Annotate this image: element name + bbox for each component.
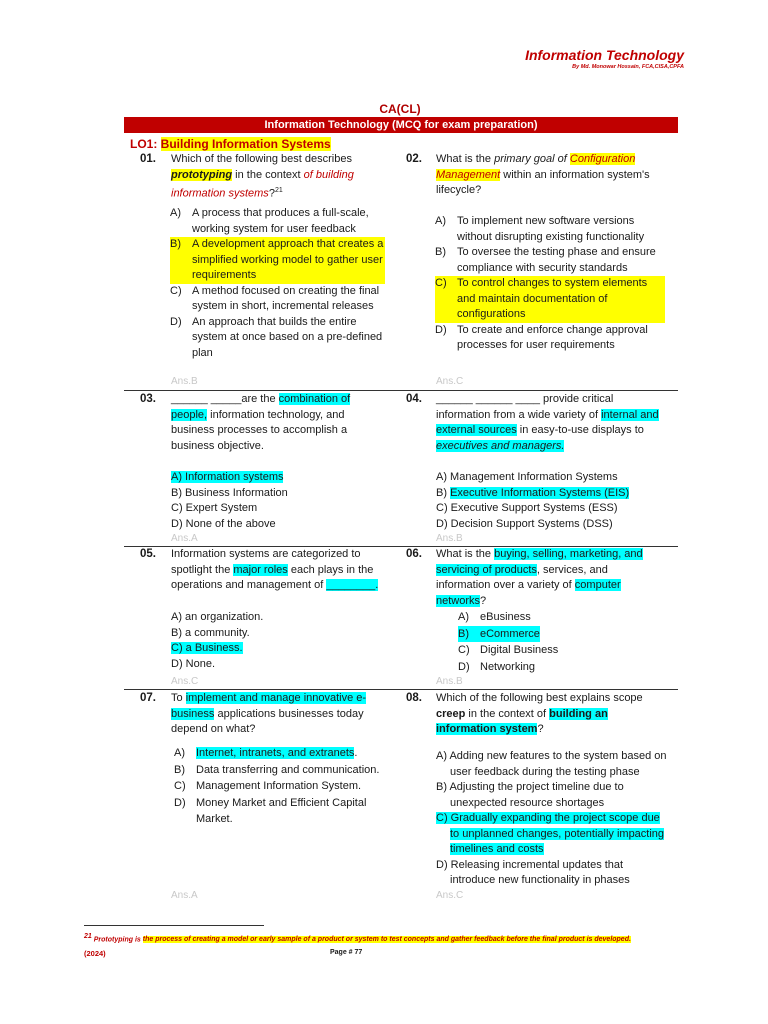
question-text: ? [268,187,275,200]
option-text: To control changes to system elements and maintain documentation of configurations [457,276,665,323]
question-text: , services, and information over a variety of [436,563,608,591]
option-text: C) a Business. [171,642,243,654]
option-letter: A) [435,215,446,227]
option-d [174,795,384,828]
answer-key: Ans.B [436,676,463,687]
options-04 [436,470,666,532]
question-06 [436,547,661,609]
question-text: information technology, and business processes to accomplish a business objective. [171,408,348,452]
question-number: 01. [140,153,156,165]
option-c: C) Executive Support Systems (ESS) [436,502,618,514]
question-text: ? [480,594,487,607]
option-text: To oversee the testing phase and ensure compliance with security standards [457,246,656,274]
option-c [435,276,665,323]
option-c [170,284,385,315]
options-07 [174,745,384,828]
question-07 [171,691,383,738]
option-d [170,315,385,362]
question-text: each plays in the operations and management of [171,563,374,591]
option-letter: D) [435,323,447,336]
question-keyword: combination of people, [171,393,351,421]
option-letter: A) [174,747,185,759]
options-08 [436,749,668,889]
option-letter: A) [458,611,469,623]
option-text: . [354,747,358,759]
option-text: A process that produces a full-scale, working system for user feedback [192,207,369,235]
question-text: To [171,692,186,704]
options-02 [435,214,665,354]
answer-key: Ans.B [436,533,463,544]
banner: Information Technology (MCQ for exam preparation) [124,117,678,133]
header-author: By Md. Monowar Hossain, FCA,CISA,CPFA [572,64,684,70]
option-c [458,642,658,659]
option-letter: B) [458,626,480,643]
option-text: Money Market and Efficient Capital Market. [196,796,367,826]
question-keyword: prototyping [171,168,233,181]
option-b [170,237,385,284]
option-d [458,659,658,676]
options-06 [458,609,658,675]
question-text: in easy-to-use displays to [516,424,644,436]
question-keyword: internal and external sources [436,408,659,436]
question-number: 07. [140,692,156,704]
option-text: Executive Information Systems (EIS) [450,486,630,499]
option-letter: B) [174,763,185,776]
option-text: A) Information systems [171,471,284,483]
options-03 [171,470,386,532]
question-02 [436,152,656,199]
question-text: ? [537,723,544,735]
answer-key: Ans.C [171,676,199,687]
option-a [458,609,658,626]
option-text: A method focused on creating the final system in short, incremental releases [192,284,380,312]
option-b [436,486,666,502]
option-text: eBusiness [480,611,531,623]
option-text: C) Gradually expanding the project scope due to unplanned changes, potentially impacting timelines and costs [436,812,665,855]
option-letter: C) [458,644,470,657]
option-c [436,811,668,858]
option-text: Management Information System. [196,780,362,793]
option-a [170,206,385,237]
option-b [435,245,665,276]
answer-key: Ans.A [171,890,198,901]
option-text: Data transferring and communication. [196,763,380,776]
option-letter: D) [170,315,182,328]
option-text: eCommerce [480,626,540,643]
question-keyword: computer networks [436,579,621,607]
option-text: Internet, intranets, and extranets [196,747,355,759]
option-a [171,470,386,486]
option-b: B) Adjusting the project timeline due to unexpected resource shortages [436,781,624,809]
footnote-text: the process of creating a model or early sample of a product or system to test concepts and gather feedback before the final product is developed. [142,936,631,944]
option-text: To create and enforce change approval processes for user requirements [457,323,648,351]
option-letter: C) [170,284,182,297]
option-text: Networking [480,660,536,673]
option-text: A development approach that creates a simplified working model to gather user requirements [192,237,385,284]
option-d [435,323,665,354]
course-title: CA(CL) [379,102,421,116]
footnote [84,933,631,943]
question-text: within an information system's lifecycle? [436,168,650,196]
question-keyword: creep [436,707,466,720]
question-keyword: of building information systems [171,168,354,200]
option-a: A) Adding new features to the system based on user feedback during the testing phase [436,750,667,778]
option-b [458,626,658,643]
question-01 [171,152,371,202]
question-text: What is the [436,548,495,560]
question-keyword: buying, selling, marketing, and servicing of products [436,548,643,576]
answer-key: Ans.C [436,376,464,387]
option-letter: B) [436,486,451,499]
question-keyword: building an information system [436,707,608,735]
option-d: D) None of the above [171,517,276,530]
option-c: C) Expert System [171,502,258,514]
question-text: ______ _____are the [171,393,279,405]
question-text: applications businesses today depend on what? [171,707,364,735]
question-number: 03. [140,393,156,405]
answer-key: Ans.C [436,890,464,901]
option-letter: C) [174,780,186,793]
divider [124,689,678,690]
footnote-ref: 21 [274,187,283,194]
answer-key: Ans.A [171,533,198,544]
option-a: A) an organization. [171,611,264,623]
question-text: ______ ______ ____ provide critical information from a wide variety of [436,393,614,421]
option-c [171,641,386,657]
option-c [174,778,384,795]
question-04 [436,392,666,454]
header-title: Information Technology [525,47,684,63]
option-b: B) a community. [171,626,250,639]
footnote-term: Prototyping is [93,936,143,944]
option-d: D) Decision Support Systems (DSS) [436,517,613,530]
option-text: An approach that builds the entire system at once based on a pre-defined plan [192,315,383,359]
option-letter: B) [170,237,192,284]
options-01 [170,206,385,361]
question-text: primary goal of [494,153,570,165]
option-b [174,762,384,779]
option-a [435,214,665,245]
answer-key: Ans.B [171,376,198,387]
question-text: in the context of [465,707,550,720]
question-number: 08. [406,692,422,704]
question-text: What is the [436,153,495,165]
option-b: B) Business Information [171,486,288,499]
section-heading [130,137,331,151]
question-keyword: Configuration Management [436,153,636,181]
option-a [174,745,384,762]
option-d: D) None. [171,657,216,670]
question-blank: ________. [326,579,379,591]
question-number: 06. [406,548,422,560]
question-keyword: executives and managers. [436,439,565,452]
question-03 [171,392,383,454]
question-08 [436,691,661,738]
lo-prefix: LO1: [130,137,161,151]
question-keyword: implement and manage innovative e-business [171,692,367,720]
page-number: Page # 77 [330,949,363,956]
question-number: 04. [406,393,422,405]
option-d: D) Releasing incremental updates that introduce new functionality in phases [436,858,630,886]
option-letter: B) [435,246,446,258]
option-text: To implement new software versions without disrupting existing functionality [457,215,645,243]
question-text: Which of the following best describes [171,153,352,165]
question-text: Information systems are categorized to spotlight the [171,548,361,576]
option-text: Digital Business [480,644,559,657]
option-a: A) Management Information Systems [436,471,618,483]
option-letter: D) [174,796,186,809]
footnote-rule [84,925,264,926]
divider [124,390,678,391]
lo-title: Building Information Systems [160,137,331,151]
question-text: in the context [232,168,304,181]
options-05 [171,610,386,672]
question-keyword: major roles [233,563,288,576]
question-number: 05. [140,548,156,560]
option-letter: D) [458,660,470,673]
question-number: 02. [406,153,422,165]
footer-year: (2024) [84,949,106,958]
question-05 [171,547,383,594]
footnote-mark: 21 [84,933,92,940]
option-letter: C) [435,276,457,323]
option-letter: A) [170,207,181,219]
question-text: Which of the following best explains scope [436,692,643,704]
